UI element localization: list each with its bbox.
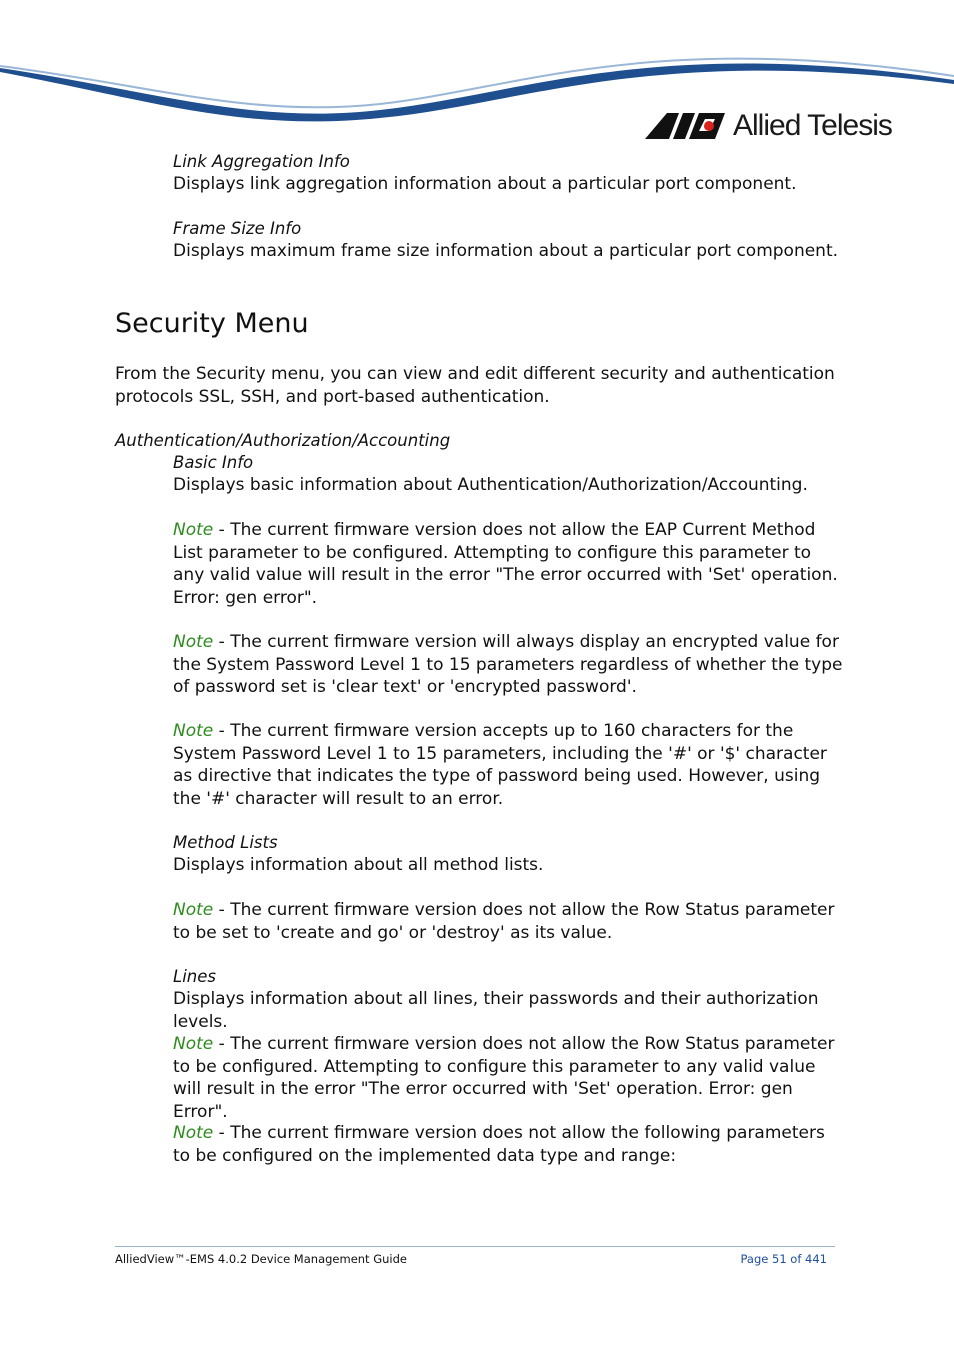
footer-divider xyxy=(115,1246,835,1247)
intro-paragraph: From the Security menu, you can view and edit different security and authentication protocols SSL, SSH, and port-based authentication. xyxy=(115,364,835,407)
page-title: Security Menu xyxy=(115,308,309,339)
note-3 xyxy=(173,720,843,810)
method-lists-desc: Displays information about all method lists. xyxy=(173,855,544,875)
note-label: Note xyxy=(173,632,214,652)
note-text: - The current firmware version does not allow the EAP Current Method List parameter to be configured. Attempting to configure this parameter to any valid value will result in the error "The error occurred with 'Set' operation. Error: gen error". xyxy=(173,520,838,608)
frame-size-desc: Displays maximum frame size information about a particular port component. xyxy=(173,241,839,261)
note-text: - The current firmware version will always display an encrypted value for the System Password Level 1 to 15 parameters regardless of whether the type of password set is 'clear text' or 'encrypted password'. xyxy=(173,632,843,697)
note-text: - The current firmware version does not allow the Row Status parameter to be set to 'create and go' or 'destroy' as its value. xyxy=(173,900,835,943)
link-aggregation-desc: Displays link aggregation information about a particular port component. xyxy=(173,174,797,194)
note-label: Note xyxy=(173,1034,214,1054)
note-5 xyxy=(173,1033,843,1123)
note-text: - The current firmware version does not allow the following parameters to be configured on the implemented data type and range: xyxy=(173,1123,825,1166)
method-lists-title: Method Lists xyxy=(173,833,278,852)
note-label: Note xyxy=(173,721,214,741)
lines-title: Lines xyxy=(173,967,216,986)
basic-info-title: Basic Info xyxy=(173,453,254,472)
note-label: Note xyxy=(173,900,214,920)
footer-guide-title: AlliedView™-EMS 4.0.2 Device Management Guide xyxy=(115,1252,407,1266)
logo-wordmark: Allied Telesis xyxy=(733,109,892,142)
note-1 xyxy=(173,519,843,609)
note-4 xyxy=(173,899,843,944)
basic-info-desc: Displays basic information about Authentication/Authorization/Accounting. xyxy=(173,475,808,495)
brand-logo xyxy=(645,108,892,144)
note-text: - The current firmware version accepts up to 160 characters for the System Password Level 1 to 15 parameters, including the '#' or '$' character as directive that indicates the type of password being used. However, using the '#' character will result to an error. xyxy=(173,721,827,809)
note-text: - The current firmware version does not allow the Row Status parameter to be configured. Attempting to configure this parameter to any valid value will result in the error "The error occurred with 'Set' operation. Error: gen Error". xyxy=(173,1034,835,1122)
allied-telesis-mark-icon xyxy=(645,113,725,139)
frame-size-title: Frame Size Info xyxy=(173,219,302,238)
note-label: Note xyxy=(173,1123,214,1143)
note-6 xyxy=(173,1122,843,1167)
note-label: Note xyxy=(173,520,214,540)
lines-desc: Displays information about all lines, their passwords and their authorization levels. xyxy=(173,989,819,1032)
note-2 xyxy=(173,631,843,699)
footer-page-number: Page 51 of 441 xyxy=(740,1252,827,1266)
link-aggregation-title: Link Aggregation Info xyxy=(173,152,350,171)
aaa-subheading: Authentication/Authorization/Accounting xyxy=(115,431,451,450)
